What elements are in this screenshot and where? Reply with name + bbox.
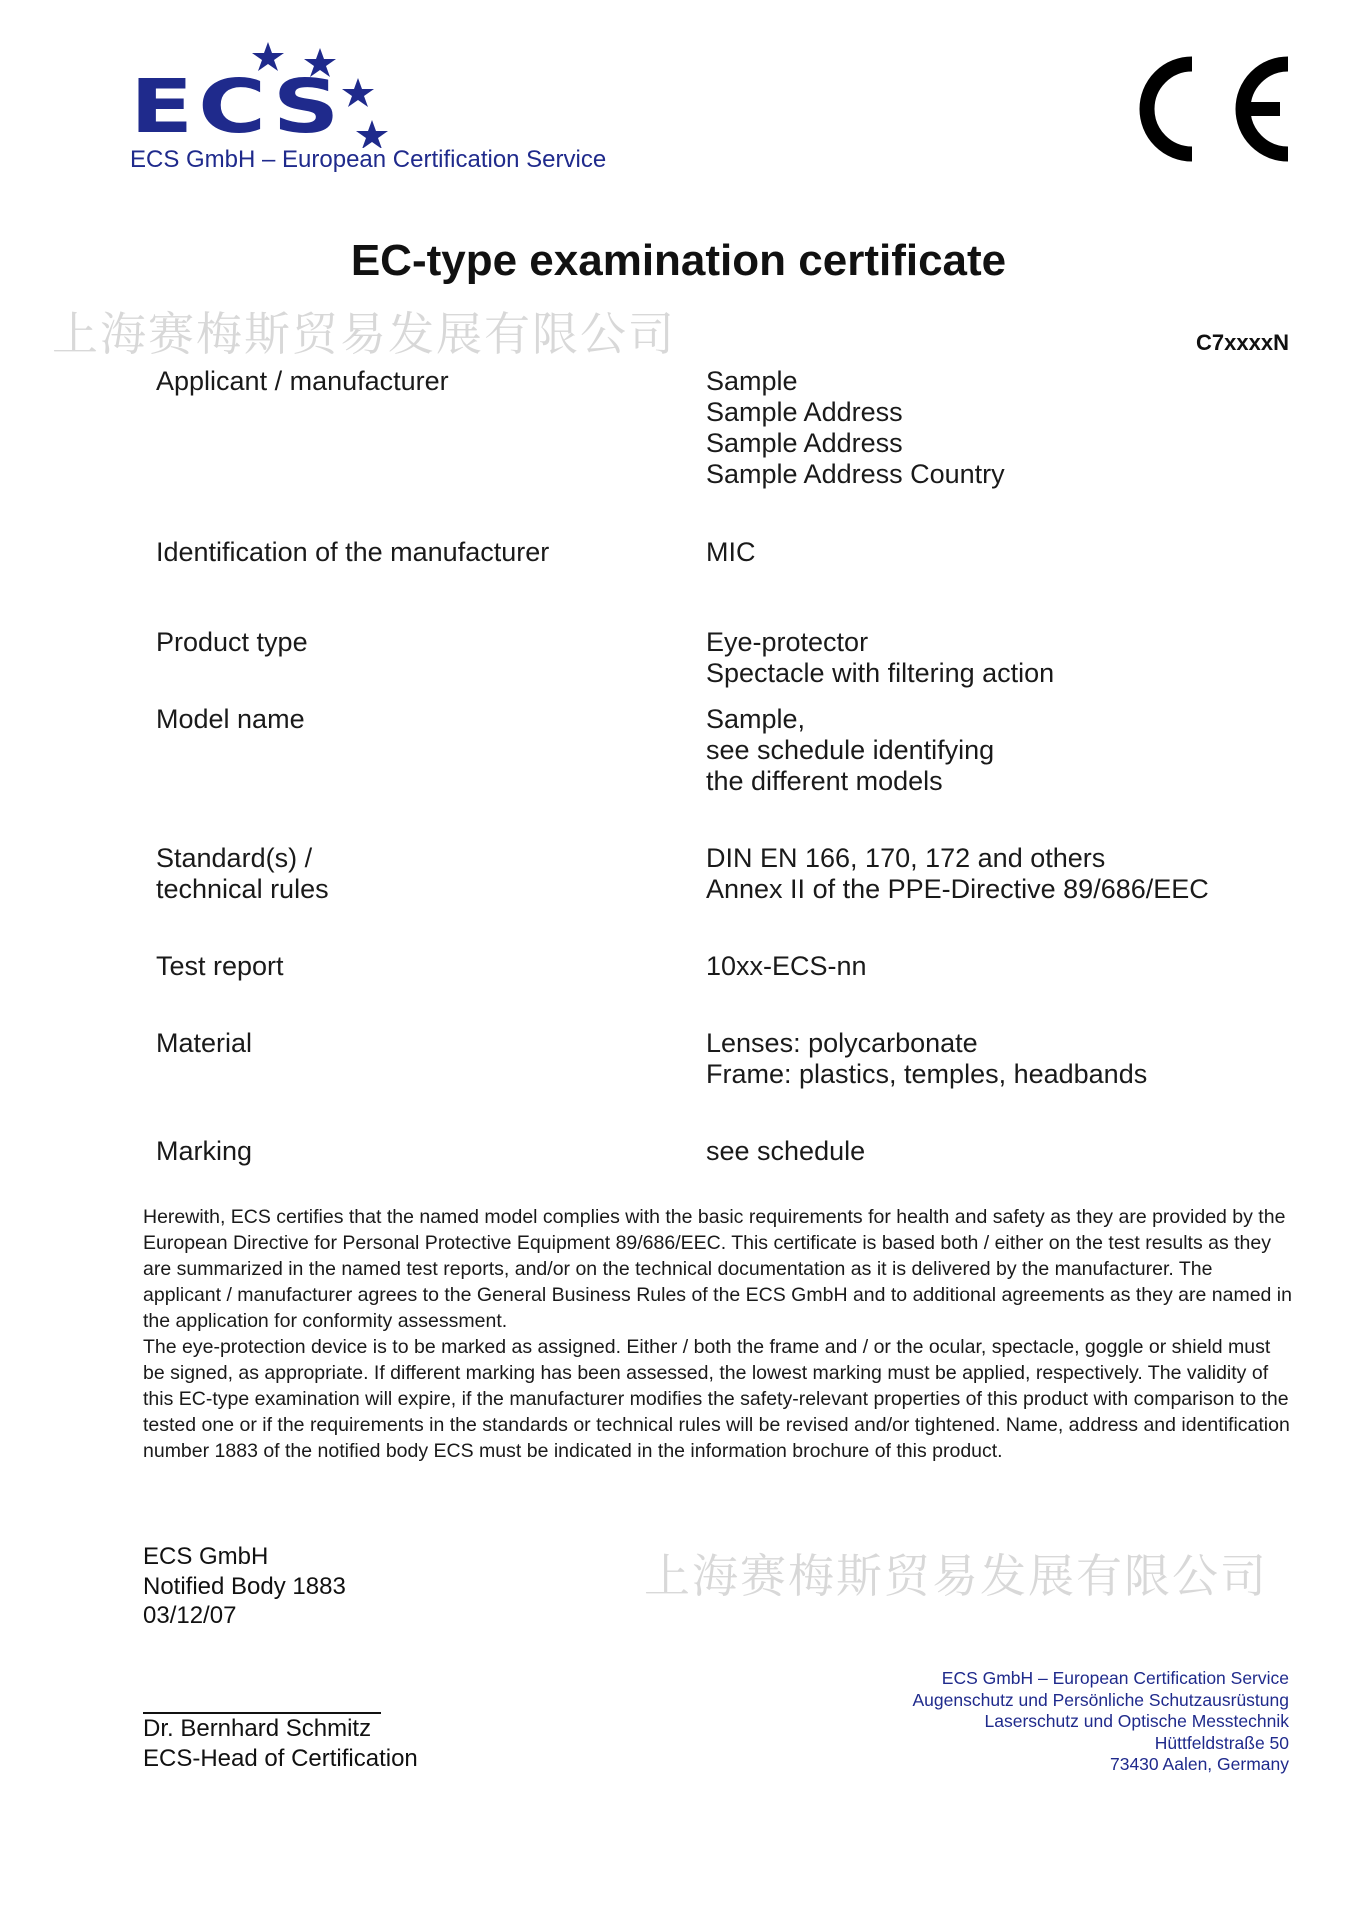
field-value-marking: see schedule xyxy=(706,1136,866,1166)
watermark: 上海赛梅斯贸易发展有限公司 xyxy=(644,1549,1268,1603)
field-value-model-name: Sample, see schedule identifying the different models xyxy=(706,704,995,796)
field-label-product-type: Product type xyxy=(156,627,308,657)
field-value-applicant: Sample Sample Address Sample Address Sample Address Country xyxy=(706,366,1005,489)
field-label-standards: Standard(s) / technical rules xyxy=(156,843,329,904)
field-label-marking: Marking xyxy=(156,1136,253,1166)
field-value-identification: MIC xyxy=(706,537,756,567)
field-value-standards: DIN EN 166, 170, 172 and others Annex II of the PPE-Directive 89/686/EEC xyxy=(706,843,1209,904)
issuer-block xyxy=(143,1542,346,1631)
ecs-logo: ECS xyxy=(130,64,345,150)
star-icon xyxy=(356,120,388,148)
field-value-test-report: 10xx-ECS-nn xyxy=(706,951,867,981)
page-title: EC-type examination certificate xyxy=(350,236,1007,285)
company-name: ECS GmbH – European Certification Service xyxy=(130,146,607,173)
field-value-product-type: Eye-protector Spectacle with filtering action xyxy=(706,627,1055,688)
certificate-number: C7xxxxN xyxy=(1196,330,1289,355)
signer-block xyxy=(143,1714,418,1773)
notified-body: Notified Body 1883 xyxy=(143,1572,346,1600)
signer-name: Dr. Bernhard Schmitz xyxy=(143,1715,372,1742)
certification-statement xyxy=(143,1204,1293,1464)
watermark: 上海赛梅斯贸易发展有限公司 xyxy=(52,307,676,361)
issue-date: 03/12/07 xyxy=(143,1602,237,1629)
field-label-applicant: Applicant / manufacturer xyxy=(156,366,449,396)
ce-mark-icon xyxy=(1128,50,1294,168)
signer-role: ECS-Head of Certification xyxy=(143,1744,418,1772)
field-label-test-report: Test report xyxy=(156,951,284,981)
issuer-name: ECS GmbH xyxy=(143,1543,269,1570)
statement-paragraph: The eye-protection device is to be marked as assigned. Either / both the frame and / or the ocular, spectacle, goggle or shield must be signed, as appropriate. If different marking has been assessed, the lowest marking must be applied, respectively. The validity of this EC-type examination will expire, if the manufacturer modifies the safety-relevant properties of this product with comparison to the tested one or if the requirements in the standards or technical rules will be revised and/or tightened. Name, address and identification number 1883 of the notified body ECS must be indicated in the information brochure of this product. xyxy=(143,1336,1290,1462)
field-label-identification: Identification of the manufacturer xyxy=(156,537,550,567)
statement-paragraph: Herewith, ECS certifies that the named model complies with the basic requirements for health and safety as they are provided by the European Directive for Personal Protective Equipment 89/686/EEC. This certificate is based both / either on the test results as they are summarized in the named test reports, and/or on the technical documentation as it is delivered by the manufacturer. The applicant / manufacturer agrees to the General Business Rules of the ECS GmbH and to additional agreements as they are named in the application for conformity assessment. xyxy=(143,1206,1292,1332)
star-icon xyxy=(342,78,374,107)
footer-address: ECS GmbH – European Certification Service Augenschutz und Persönliche Schutzausrüstung Laserschutz und Optische Messtechnik Hüttfeldstraße 50 73430 Aalen, Germany xyxy=(912,1668,1289,1774)
field-label-model-name: Model name xyxy=(156,704,305,734)
field-value-material: Lenses: polycarbonate Frame: plastics, temples, headbands xyxy=(706,1028,1148,1089)
field-label-material: Material xyxy=(156,1028,253,1058)
